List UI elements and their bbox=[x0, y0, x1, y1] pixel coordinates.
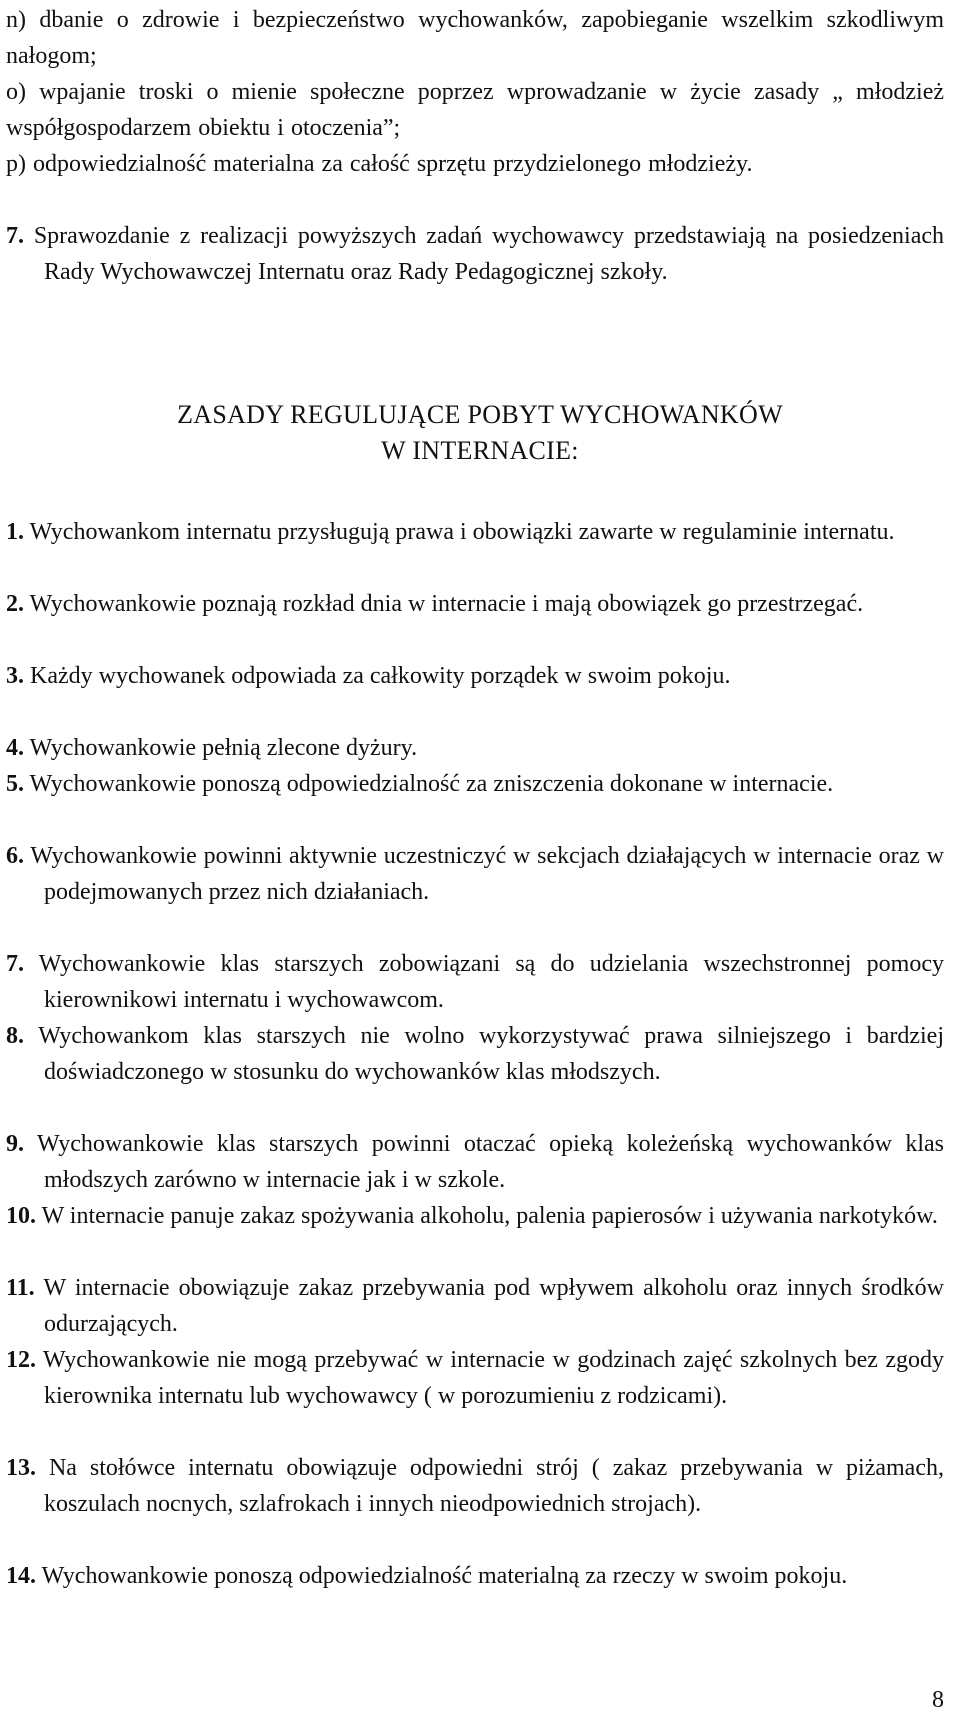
rule-text: Wychowankowie klas starszych zobowiązani są do udzielania wszechstronnej pomocy kierownikowi internatu i wychowawcom. bbox=[38, 951, 945, 1013]
rule-2 bbox=[6, 586, 944, 622]
rule-6 bbox=[6, 838, 944, 910]
rule-1 bbox=[6, 514, 944, 550]
rule-10 bbox=[6, 1198, 944, 1234]
point-7-text: Sprawozdanie z realizacji powyższych zadań wychowawcy przedstawiają na posiedzeniach Rady Wychowawczej Internatu oraz Rady Pedagogicznej szkoły. bbox=[33, 223, 944, 285]
rule-text: W internacie panuje zakaz spożywania alkoholu, palenia papierosów i używania narkotyków. bbox=[41, 1203, 938, 1229]
rule-number: 12. bbox=[6, 1347, 36, 1373]
rule-text: W internacie obowiązuje zakaz przebywania pod wpływem alkoholu oraz innych środków odurzających. bbox=[43, 1275, 944, 1337]
rule-number: 4. bbox=[6, 735, 24, 761]
rule-text: Wychowankowie klas starszych powinni otaczać opieką koleżeńską wychowanków klas młodszych zarówno w internacie jak i w szkole. bbox=[37, 1131, 944, 1193]
rule-text: Każdy wychowanek odpowiada za całkowity porządek w swoim pokoju. bbox=[30, 663, 731, 689]
rule-number: 13. bbox=[6, 1455, 36, 1481]
rule-number: 11. bbox=[6, 1275, 35, 1301]
rule-number: 5. bbox=[6, 771, 24, 797]
rule-12 bbox=[6, 1342, 944, 1414]
rule-number: 2. bbox=[6, 591, 24, 617]
rule-7 bbox=[6, 946, 944, 1018]
rule-text: Wychowankowie powinni aktywnie uczestniczyć w sekcjach działających w internacie oraz w podejmowanych przez nich działaniach. bbox=[30, 843, 944, 905]
rule-text: Wychowankom klas starszych nie wolno wykorzystywać prawa silniejszego i bardziej doświadczonego w stosunku do wychowanków klas młodszych. bbox=[38, 1023, 944, 1085]
rule-number: 8. bbox=[6, 1023, 24, 1049]
section-heading-line-2: W INTERNACIE: bbox=[381, 436, 579, 465]
rule-text: Wychowankowie poznają rozkład dnia w internacie i mają obowiązek go przestrzegać. bbox=[29, 591, 864, 617]
list-item-n: n) dbanie o zdrowie i bezpieczeństwo wychowanków, zapobieganie wszelkim szkodliwym nałogom; bbox=[6, 7, 944, 69]
point-7 bbox=[6, 218, 944, 290]
list-item-p: p) odpowiedzialność materialna za całość sprzętu przydzielonego młodzieży. bbox=[6, 151, 753, 177]
rule-text: Na stołówce internatu obowiązuje odpowiedni strój ( zakaz przebywania w piżamach, koszulach nocnych, szlafrokach i innych nieodpowiednich strojach). bbox=[44, 1455, 944, 1517]
rule-number: 10. bbox=[6, 1203, 36, 1229]
rule-number: 7. bbox=[6, 951, 24, 977]
rule-number: 6. bbox=[6, 843, 24, 869]
rule-number: 3. bbox=[6, 663, 24, 689]
rule-number: 1. bbox=[6, 519, 24, 545]
rule-3 bbox=[6, 658, 944, 694]
rule-14 bbox=[6, 1558, 944, 1594]
rule-number: 9. bbox=[6, 1131, 24, 1157]
rule-text: Wychowankowie nie mogą przebywać w internacie w godzinach zajęć szkolnych bez zgody kierownika internatu lub wychowawcy ( w porozumieniu z rodzicami). bbox=[42, 1347, 944, 1409]
section-heading-line-1: ZASADY REGULUJĄCE POBYT WYCHOWANKÓW bbox=[177, 400, 783, 429]
rule-13 bbox=[6, 1450, 944, 1522]
point-7-number: 7. bbox=[6, 223, 24, 249]
rule-text: Wychowankowie ponoszą odpowiedzialność za zniszczenia dokonane w internacie. bbox=[29, 771, 834, 797]
rule-8 bbox=[6, 1018, 944, 1090]
rule-text: Wychowankowie ponoszą odpowiedzialność materialną za rzeczy w swoim pokoju. bbox=[41, 1563, 848, 1589]
rule-11 bbox=[6, 1270, 944, 1342]
page-number: 8 bbox=[932, 1687, 944, 1713]
rule-number: 14. bbox=[6, 1563, 36, 1589]
rule-4 bbox=[6, 730, 944, 766]
rule-text: Wychowankowie pełnią zlecone dyżury. bbox=[29, 735, 418, 761]
list-item-o: o) wpajanie troski o mienie społeczne poprzez wprowadzanie w życie zasady „ młodzież współgospodarzem obiektu i otoczenia”; bbox=[6, 79, 944, 141]
rule-text: Wychowankom internatu przysługują prawa i obowiązki zawarte w regulaminie internatu. bbox=[29, 519, 895, 545]
rule-5 bbox=[6, 766, 944, 802]
rule-9 bbox=[6, 1126, 944, 1198]
